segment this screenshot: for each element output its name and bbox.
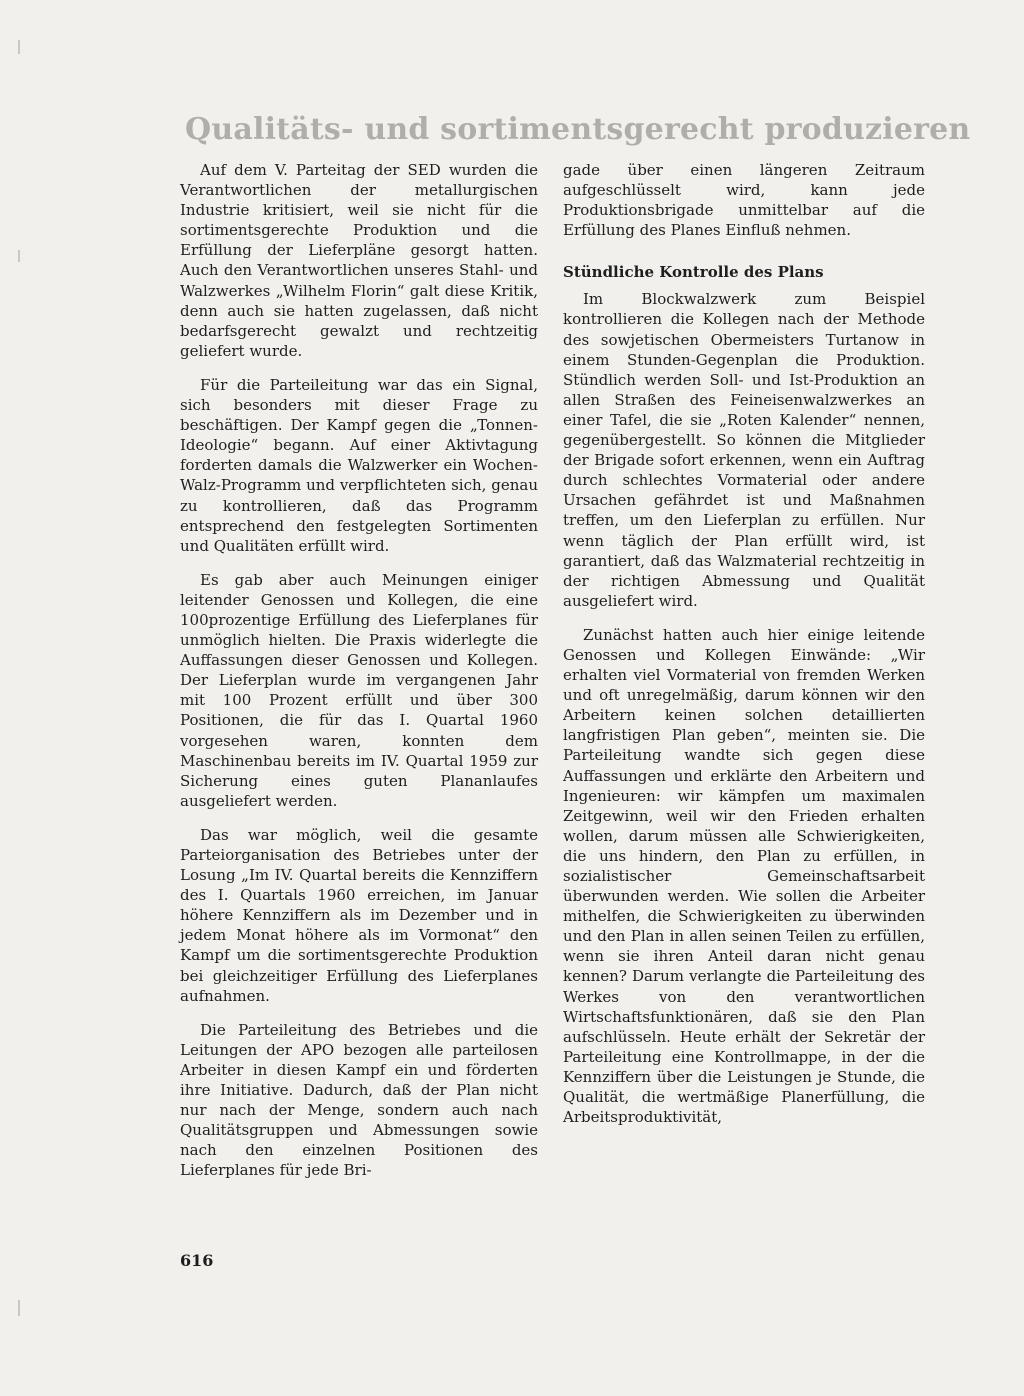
paragraph: Für die Parteileitung war das ein Signal, sich besonders mit dieser Frage zu beschäftigen. Der Kampf gegen die „Tonnen-Ideologie“ begann. Auf einer Aktivtagung forderten damals die Walzwerker ein Wochen-Walz-Programm und verpflichteten sich, genau zu kontrollieren, daß das Programm entsprechend den festgelegten Sortimenten und Qualitäten erfüllt wird.: [180, 375, 538, 555]
paragraph: Zunächst hatten auch hier einige leitende Genossen und Kollegen Einwände: „Wir erhalten viel Vormaterial von fremden Werken und oft unregelmäßig, darum können wir den Arbeitern keinen solchen detaillierten langfristigen Plan geben“, meinten sie. Die Parteileitung wandte sich gegen diese Auffassungen und erklärte den Arbeitern und Ingenieuren: wir kämpfen um maximalen Zeitgewinn, weil wir den Frieden erhalten wollen, darum müssen alle Schwierigkeiten, die uns hindern, den Plan zu erfüllen, in sozialistischer Gemeinschaftsarbeit überwunden werden. Wie sollen die Arbeiter mithelfen, die Schwierigkeiten zu überwinden und den Plan in allen seinen Teilen zu erfüllen, wenn sie ihren Anteil daran nicht genau kennen? Darum verlangte die Parteileitung des Werkes von den verantwortlichen Wirtschaftsfunktionären, daß sie den Plan aufschlüsseln. Heute erhält der Sekretär der Parteileitung eine Kontrollmappe, in der die Kennziffern über die Leistungen je Stunde, die Qualität, die wertmäßige Planerfüllung, die Arbeitsproduktivität,: [563, 625, 925, 1127]
paragraph: Im Blockwalzwerk zum Beispiel kontrollieren die Kollegen nach der Methode des sowjetischen Obermeisters Turtanow in einem Stunden-Gegenplan die Produktion. Stündlich werden Soll- und Ist-Produktion an allen Straßen des Feineisenwalzwerkes an einer Tafel, die sie „Roten Kalender“ nennen, gegenübergestellt. So können die Mitglieder der Brigade sofort erkennen, wenn ein Auftrag durch schlechtes Vormaterial oder andere Ursachen gefährdet ist und Maßnahmen treffen, um den Lieferplan zu erfüllen. Nur wenn täglich der Plan erfüllt wird, ist garantiert, daß das Walzmaterial rechtzeitig in der richtigen Abmessung und Qualität ausgeliefert wird.: [563, 290, 925, 610]
section-heading: Stündliche Kontrolle des Plans: [563, 263, 824, 282]
page-number: 616: [180, 1251, 214, 1270]
scan-margin-mark: [18, 250, 20, 262]
paragraph-continuation: gade über einen längeren Zeitraum aufgeschlüsselt wird, kann jede Produktionsbrigade unmittelbar auf die Erfüllung des Planes Einfluß nehmen.: [563, 161, 925, 240]
paragraph: Es gab aber auch Meinungen einiger leitender Genossen und Kollegen, die eine 100prozentige Erfüllung des Lieferplanes für unmöglich hielten. Die Praxis widerlegte die Auffassungen dieser Genossen und Kollegen. Der Lieferplan wurde im vergangenen Jahr mit 100 Prozent erfüllt und über 300 Positionen, die für das I. Quartal 1960 vorgesehen waren, konnten dem Maschinenbau bereits im IV. Quartal 1959 zur Sicherung eines guten Plananlaufes ausgeliefert werden.: [180, 570, 538, 810]
paragraph: Die Parteileitung des Betriebes und die Leitungen der APO bezogen alle parteilosen Arbeiter in diesen Kampf ein und förderten ihre Initiative. Dadurch, daß der Plan nicht nur nach der Menge, sondern auch nach Qualitätsgruppen und Abmessungen sowie nach den einzelnen Positionen des Lieferplanes für jede Bri-: [180, 1020, 538, 1180]
paragraph: Auf dem V. Parteitag der SED wurden die Verantwortlichen der metallurgischen Industrie kritisiert, weil sie nicht für die sortimentsgerechte Produktion und die Erfüllung der Lieferpläne gesorgt hatten. Auch den Verantwortlichen unseres Stahl- und Walzwerkes „Wilhelm Florin“ galt diese Kritik, denn auch sie hatten zugelassen, daß nicht bedarfsgerecht gewalzt und rechtzeitig geliefert wurde.: [180, 161, 538, 360]
scan-margin-mark: [18, 1300, 20, 1316]
page-title: Qualitäts- und sortimentsgerecht produzieren: [185, 112, 971, 147]
scan-margin-mark: [18, 40, 20, 54]
right-column: [563, 160, 925, 1141]
left-column: [180, 160, 538, 1195]
paragraph: Das war möglich, weil die gesamte Parteiorganisation des Betriebes unter der Losung „Im IV. Quartal bereits die Kennziffern des I. Quartals 1960 erreichen, im Januar höhere Kennziffern als im Dezember und in jedem Monat höhere als im Vormonat“ den Kampf um die sortimentsgerechte Produktion bei gleichzeitiger Erfüllung des Lieferplanes aufnahmen.: [180, 825, 538, 1005]
